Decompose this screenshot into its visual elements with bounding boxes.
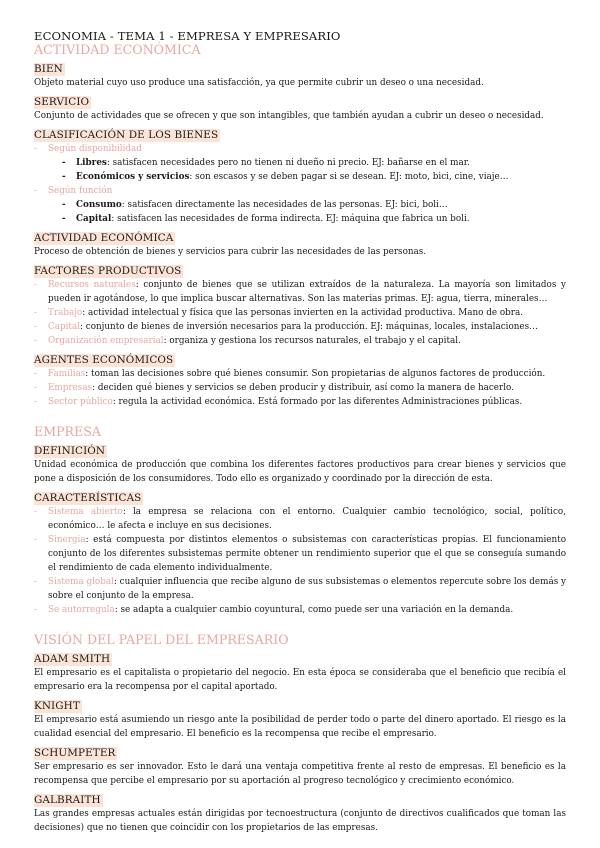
term: Sector público [48, 397, 113, 407]
term: Capital [76, 214, 112, 224]
list-item [34, 381, 566, 395]
group-title: Según disponibilidad [48, 144, 142, 154]
list-item [62, 156, 566, 170]
term: Sistema global [48, 577, 114, 587]
clasificacion-list [34, 142, 566, 226]
description: : son escasos y se deben pagar si se desean. EJ: moto, bici, cine, viaje… [189, 172, 509, 182]
knight-text: El empresario está asumiendo un riesgo ante la posibilidad de perder todo o parte del dinero aportado. El riesgo es la cualidad esencial del empresario. El beneficio es la recompensa que recibe el empresario. [34, 715, 566, 739]
term: Sistema abierto [48, 507, 123, 517]
sub-list [48, 198, 566, 226]
list-item [34, 320, 566, 334]
servicio-label: SERVICIO [34, 96, 90, 108]
sub-list [48, 156, 566, 184]
term: Organización empresarial [48, 336, 164, 346]
list-item [62, 212, 566, 226]
clasificacion-label: CLASIFICACIÓN DE LOS BIENES [34, 129, 219, 141]
description: : organiza y gestiona los recursos naturales, el trabajo y el capital. [163, 336, 461, 346]
description: : actividad intelectual y física que las personas invierten en la actividad productiva. Mano de obra. [82, 308, 524, 318]
description: : conjunto de bienes que se utilizan extraídos de la naturaleza. La mayoría son limitados y pueden ir agotándose, lo que implica buscar alternativas. Son las materias primas. EJ: agua, tierra, minerales… [48, 280, 566, 304]
schumpeter-text: Ser empresario es ser innovador. Esto le dará una ventaja competitiva frente al resto de empresas. El beneficio es la recompensa que percibe el empresario por su aportación al progreso tecnológico y crecimiento económico. [34, 762, 566, 786]
description: : está compuesta por distintos elementos o subsistemas con características propias. El funcionamiento conjunto de los diferentes subsistemas permite obtener un rendimiento superior que el que se conseguía sumando el rendimiento de cada elemento individualmente. [48, 535, 566, 573]
factores-label: FACTORES PRODUCTIVOS [34, 265, 182, 277]
actividad-label: ACTIVIDAD ECONÓMICA [34, 232, 174, 244]
term: Capital [48, 322, 81, 332]
term: Económicos y servicios [76, 172, 190, 182]
definicion-label: DEFINICIÓN [34, 445, 106, 457]
list-item [62, 198, 566, 212]
description: : regula la actividad económica. Está formado por las diferentes Administraciones públicas. [112, 397, 523, 407]
list-item [34, 306, 566, 320]
term: Familias [48, 369, 86, 379]
section-vision-empresario-heading: VISIÓN DEL PAPEL DEL EMPRESARIO [34, 632, 289, 647]
list-item [62, 170, 566, 184]
list-item [34, 533, 566, 575]
term: Recursos naturales [48, 280, 136, 290]
description: : toman las decisiones sobre qué bienes consumir. Son propietarias de algunos factores de producción. [85, 369, 546, 379]
section-actividad-economica-heading: ACTIVIDAD ECONÓMICA [34, 42, 201, 57]
document-title: ECONOMIA - TEMA 1 - EMPRESA Y EMPRESARIO [34, 29, 341, 43]
bien-text: Objeto material cuyo uso produce una satisfacción, ya que permite cubrir un deseo o una necesidad. [34, 78, 484, 88]
list-item [34, 334, 566, 348]
description: : la empresa se relaciona con el entorno. Cualquier cambio tecnológico, social, político, económico… le afecta e incluye en sus decisiones. [48, 507, 566, 531]
bien-label: BIEN [34, 63, 63, 75]
schumpeter-label: SCHUMPETER [34, 747, 116, 759]
term: Libres [76, 158, 107, 168]
group-title: Según función [48, 186, 113, 196]
term: Se autorregula [48, 605, 115, 615]
description: : conjunto de bienes de inversión necesarios para la producción. EJ: máquinas, locales, instalaciones… [80, 322, 538, 332]
knight-label: KNIGHT [34, 700, 80, 712]
term: Trabajo [48, 308, 83, 318]
servicio-text: Conjunto de actividades que se ofrecen y que son intangibles, que también ayudan a cubrir un deseo o necesidad. [34, 111, 544, 121]
description: : cualquier influencia que recibe alguno de sus subsistemas o elementos repercute sobre los demás y sobre el conjunto de la empresa. [48, 577, 566, 601]
term: Consumo [76, 200, 122, 210]
description: : deciden qué bienes y servicios se deben producir y distribuir, así como la manera de hacerlo. [92, 383, 514, 393]
list-item [34, 505, 566, 533]
term: Sinergia [48, 535, 86, 545]
list-item [34, 278, 566, 306]
adam-smith-label: ADAM SMITH [34, 653, 111, 665]
factores-list [34, 278, 566, 348]
definicion-text: Unidad económica de producción que combina los diferentes factores productivos para crear bienes y servicios que pone a disposición de los consumidores. Todo ello es organizado y coordinado por la dirección de esta. [34, 460, 566, 484]
actividad-text: Proceso de obtención de bienes y servicios para cubrir las necesidades de las personas. [34, 247, 427, 257]
section-empresa-heading: EMPRESA [34, 424, 101, 439]
list-item [34, 575, 566, 603]
list-item [34, 367, 566, 381]
adam-smith-text: El empresario es el capitalista o propietario del negocio. En esta época se consideraba que el beneficio que recibía el empresario era la recompensa por el capital aportado. [34, 668, 566, 692]
galbraith-label: GALBRAITH [34, 794, 101, 806]
description: : satisfacen las necesidades de forma indirecta. EJ: máquina que fabrica un boli. [111, 214, 470, 224]
description: : satisfacen directamente las necesidades de las personas. EJ: bici, boli… [121, 200, 448, 210]
list-item [34, 184, 566, 226]
caracteristicas-label: CARACTERÍSTICAS [34, 492, 142, 504]
description: : se adapta a cualquier cambio coyuntural, como puede ser una variación en la demanda. [114, 605, 514, 615]
term: Empresas [48, 383, 93, 393]
list-item [34, 395, 566, 409]
list-item [34, 142, 566, 184]
agentes-list [34, 367, 566, 409]
galbraith-text: Las grandes empresas actuales están dirigidas por tecnoestructura (conjunto de directivos cualificados que toman las decisiones) que no tienen que coincidir con los propietarios de las empresas. [34, 809, 566, 833]
agentes-label: AGENTES ECONÓMICOS [34, 354, 174, 366]
list-item [34, 603, 566, 617]
description: : satisfacen necesidades pero no tienen ni dueño ni precio. EJ: bañarse en el mar. [106, 158, 470, 168]
caracteristicas-list [34, 505, 566, 617]
